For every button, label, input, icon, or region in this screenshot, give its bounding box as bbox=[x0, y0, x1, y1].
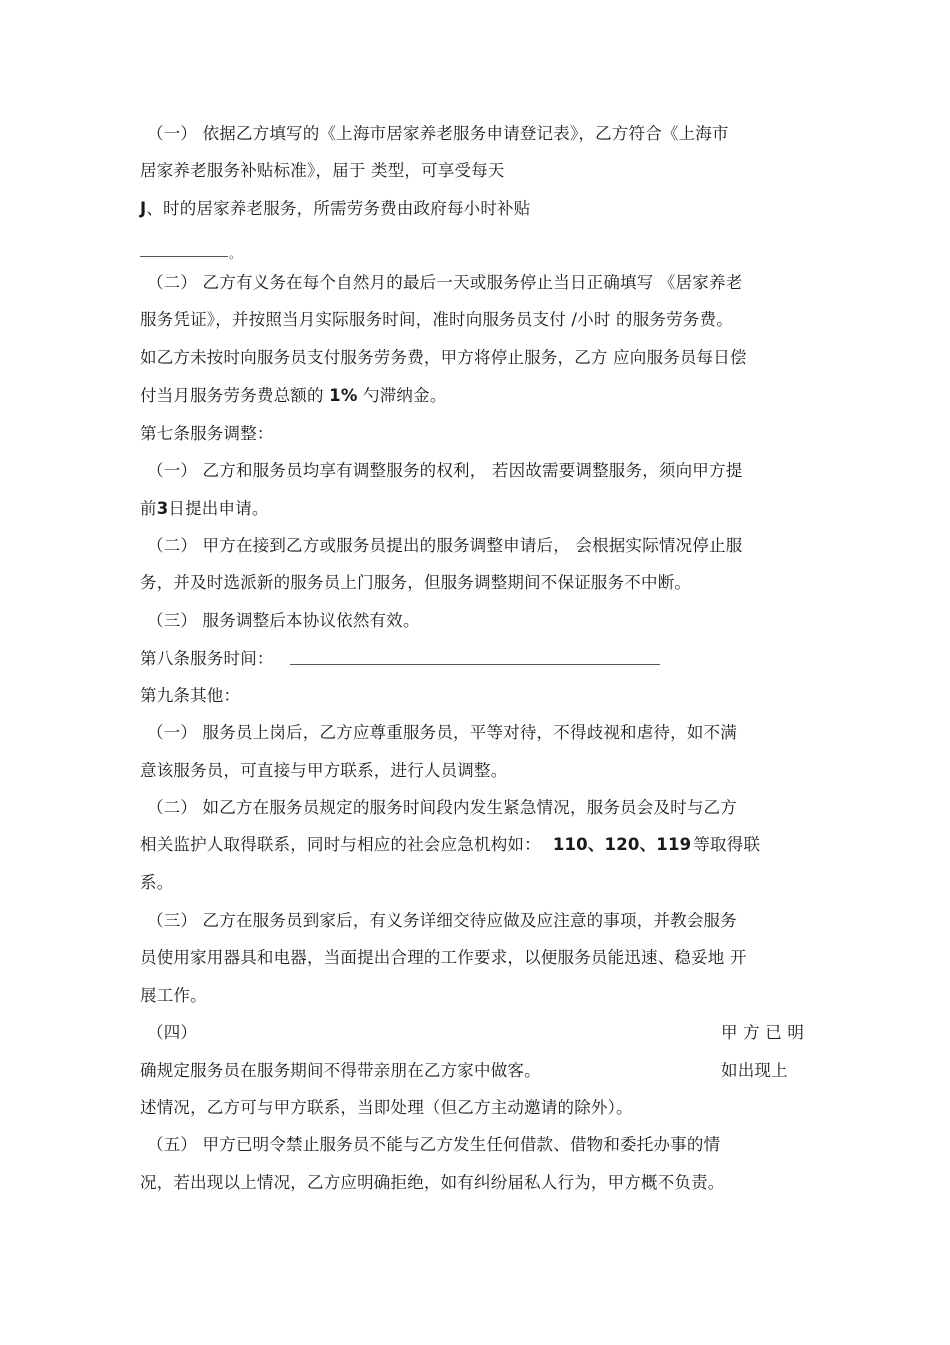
clause9-item1-line2: 意该服务员，可直接与甲方联系，进行人员调整。 bbox=[140, 761, 508, 780]
clause9-item1-line1: （一） 服务员上岗后，乙方应尊重服务员，平等对待，不得歧视和虐待，如不满 bbox=[147, 723, 737, 742]
clause9-item4-right1: 甲 方 已 明 bbox=[721, 1023, 805, 1042]
clause6-item2-line3: 如乙方未按时向服务员支付服务劳务费，甲方将停止服务，乙方 应向服务员每日偿 bbox=[140, 348, 747, 367]
clause6-item1-line3 bbox=[140, 198, 530, 220]
clause6-item2-line1: （二） 乙方有义务在每个自然月的最后一天或服务停止当日正确填写 《居家养老 bbox=[147, 273, 743, 292]
notice-days: 3 bbox=[156, 499, 169, 518]
clause7-heading: 第七条服务调整： bbox=[140, 424, 274, 443]
emergency-numbers: 110、120、119 bbox=[552, 835, 692, 854]
clause9-item2-line2-prefix: 相关监护人取得联系，同时与相应的社会应急机构如： bbox=[140, 835, 541, 854]
clause6-item1-line3-rest: 、时的居家养老服务，所需劳务费由政府每小时补贴 bbox=[146, 199, 531, 218]
clause9-item5-line2: 况，若出现以上情况，乙方应明确拒绝，如有纠纷届私人行为，甲方概不负责。 bbox=[140, 1173, 725, 1192]
clause7-item2-line2: 务，并及时选派新的服务员上门服务，但服务调整期间不保证服务不中断。 bbox=[140, 573, 692, 592]
clause7-item1-line2-prefix: 前 bbox=[140, 499, 157, 518]
clause9-item4-right2: 如出现上 bbox=[721, 1061, 788, 1080]
late-fee-rate: 1% bbox=[329, 386, 358, 405]
clause6-item2-line4-suffix: 勺滞纳金。 bbox=[357, 386, 447, 405]
clause9-item2-line3: 系。 bbox=[140, 873, 174, 892]
clause7-item3-line1: （三） 服务调整后本协议依然有效。 bbox=[147, 611, 420, 630]
clause6-item2-line4 bbox=[140, 385, 447, 407]
clause6-item1-line3-prefix: J bbox=[140, 199, 147, 218]
clause9-item4-line2-left: 确规定服务员在服务期间不得带亲朋在乙方家中做客。 bbox=[140, 1061, 541, 1080]
fill-in-blank-subsidy bbox=[140, 256, 228, 257]
clause7-item1-line2-suffix: 日提出申请。 bbox=[168, 499, 269, 518]
clause8-heading: 第八条服务时间： bbox=[140, 649, 274, 668]
clause6-item1-line4-end: 。 bbox=[229, 247, 242, 261]
clause9-item5-line1: （五） 甲方已明令禁止服务员不能与乙方发生任何借款、借物和委托办事的情 bbox=[147, 1135, 721, 1154]
fill-in-blank-service-time bbox=[290, 664, 660, 665]
clause7-item1-line2 bbox=[140, 498, 269, 520]
clause6-item1-line2: 居家养老服务补贴标准》，届于 类型，可享受每天 bbox=[140, 161, 505, 180]
clause6-item2-line4-prefix: 付当月服务劳务费总额的 bbox=[140, 386, 330, 405]
clause9-heading: 第九条其他： bbox=[140, 686, 241, 705]
clause7-item1-line1: （一） 乙方和服务员均享有调整服务的权利， 若因故需要调整服务，须向甲方提 bbox=[147, 461, 743, 480]
clause7-item2-line1: （二） 甲方在接到乙方或服务员提出的服务调整申请后， 会根据实际情况停止服 bbox=[147, 536, 743, 555]
clause9-item2-line1: （二） 如乙方在服务员规定的服务时间段内发生紧急情况，服务员会及时与乙方 bbox=[147, 798, 737, 817]
clause9-item4-marker: （四） bbox=[147, 1023, 198, 1042]
clause6-item2-line2: 服务凭证》，并按照当月实际服务时间，准时向服务员支付 /小时 的服务劳务费。 bbox=[140, 310, 733, 329]
clause9-item4-line3: 述情况，乙方可与甲方联系，当即处理（但乙方主动邀请的除外）。 bbox=[140, 1098, 633, 1117]
clause9-item2-line2 bbox=[140, 834, 760, 856]
clause9-item3-line2: 员使用家用器具和电器，当面提出合理的工作要求，以便服务员能迅速、稳妥地 开 bbox=[140, 948, 747, 967]
clause9-item3-line3: 展工作。 bbox=[140, 986, 207, 1005]
clause6-item1-line1: （一） 依据乙方填写的《上海市居家养老服务申请登记表》，乙方符合《上海市 bbox=[147, 124, 729, 143]
clause9-item2-line2-suffix: 等取得联 bbox=[693, 835, 761, 854]
clause9-item3-line1: （三） 乙方在服务员到家后，有义务详细交待应做及应注意的事项，并教会服务 bbox=[147, 911, 737, 930]
